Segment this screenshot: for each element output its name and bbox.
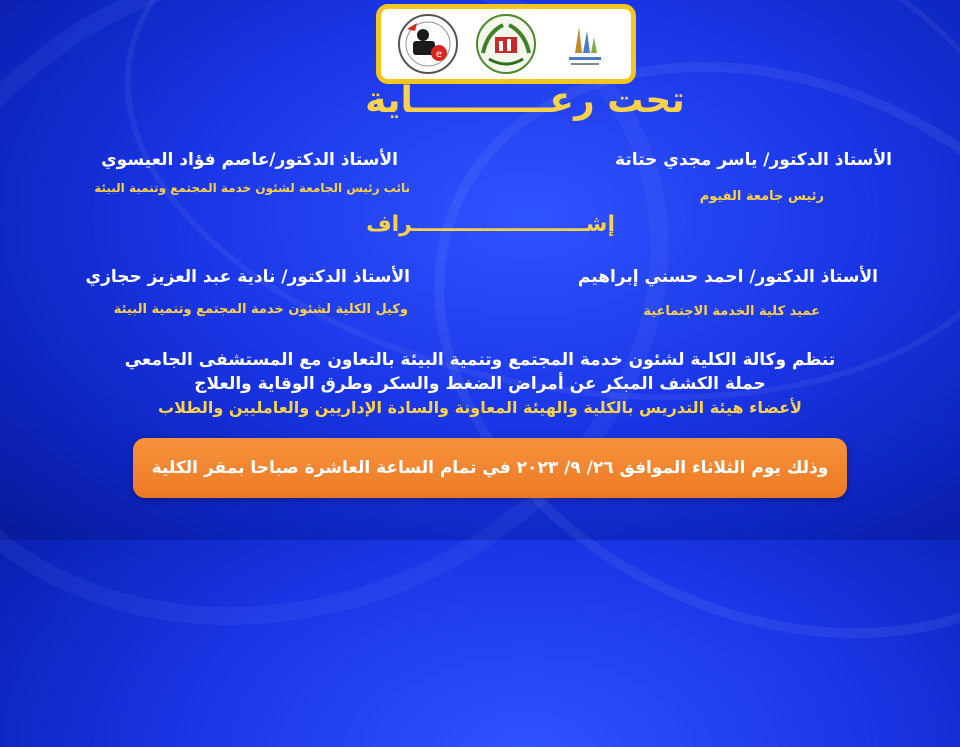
fayoum-university-icon	[551, 13, 617, 75]
patron-right-role: رئيس جامعة الفيوم	[699, 189, 824, 204]
left-round-logo	[393, 12, 463, 76]
svg-text:e: e	[435, 49, 443, 60]
announcement-line-1: تنظم وكالة الكلية لشئون خدمة المجتمع وتنمية البيئة بالتعاون مع المستشفى الجامعي	[124, 350, 836, 370]
logos-panel	[376, 4, 636, 84]
patron-left-role: نائب رئيس الجامعة لشئون خدمة المجتمع وتنمية البيئة	[94, 181, 410, 195]
supervision-label: إشـــــــــــــــــــــــراف	[366, 212, 615, 237]
supervisor-right-role: عميد كلية الخدمة الاجتماعية	[643, 304, 820, 319]
supervisor-left-role: وكيل الكلية لشئون خدمة المجتمع وتنمية البيئة	[113, 302, 408, 317]
center-green-emblem-icon	[473, 13, 539, 75]
patron-right-name: الأستاذ الدكتور/ ياسر مجدي حتاتة	[615, 150, 892, 170]
event-date-banner	[133, 438, 847, 498]
center-green-emblem-logo	[471, 12, 541, 76]
announcement-line-2: حملة الكشف المبكر عن أمراض الضغط والسكر وطرق الوقاية والعلاج	[194, 374, 766, 394]
announcement-line-3: لأعضاء هيئة التدريس بالكلية والهيئة المعاونة والسادة الإداريين والعامليين والطلاب	[158, 398, 802, 417]
event-date-text: وذلك يوم الثلاثاء الموافق ٢٦/ ٩/ ٢٠٢٣ في تمام الساعة العاشرة صباحا بمقر الكلية	[151, 458, 829, 478]
supervisor-left-name: الأستاذ الدكتور/ نادية عبد العزيز حجازي	[85, 267, 410, 287]
page-title: تحت رعـــــــــــاية	[365, 80, 685, 121]
left-round-logo-icon	[395, 13, 461, 75]
supervisor-right-name: الأستاذ الدكتور/ احمد حسني إبراهيم	[577, 267, 878, 287]
patron-left-name: الأستاذ الدكتور/عاصم فؤاد العيسوي	[101, 150, 398, 170]
fayoum-university-logo	[549, 12, 619, 76]
